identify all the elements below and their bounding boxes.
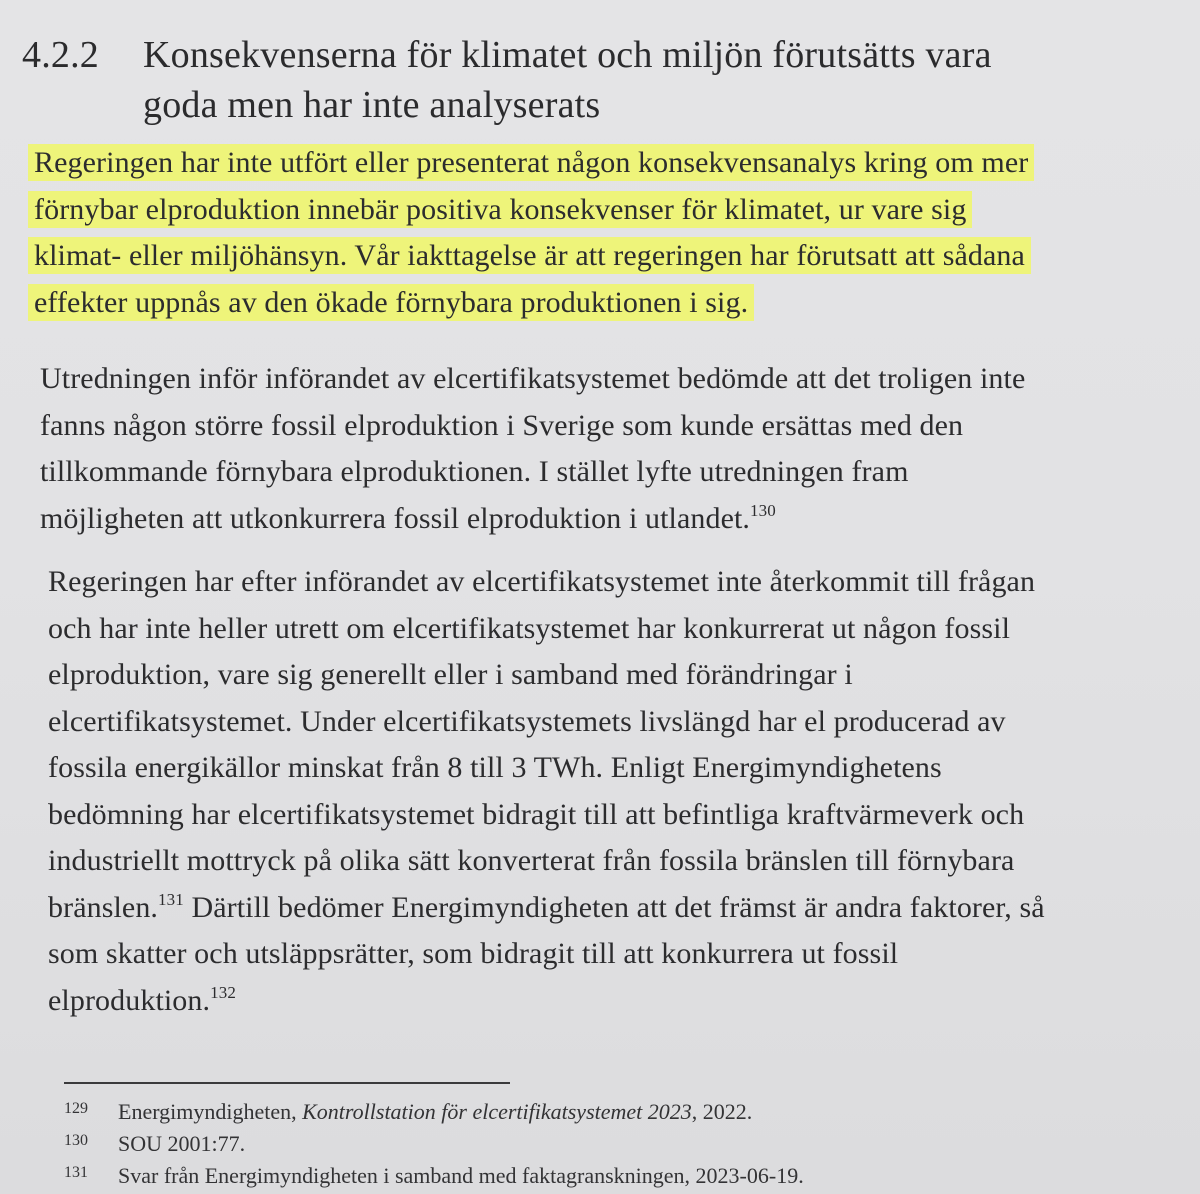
highlighted-text-line: effekter uppnås av den ökade förnybara produktionen i sig. bbox=[30, 286, 752, 319]
section-title bbox=[143, 30, 1163, 130]
footnote-reference: 130 bbox=[750, 500, 776, 520]
footnote-number: 131 bbox=[64, 1164, 88, 1181]
paragraph-line: Utredningen inför införandet av elcertifikatsystemet bedömde att det troligen inte bbox=[40, 362, 1026, 395]
highlighted-text-line: förnybar elproduktion innebär positiva konsekvenser för klimatet, ur vare sig bbox=[30, 193, 970, 226]
paragraph-line: industriellt mottryck på olika sätt konverterat från fossila bränslen till förnybara bbox=[48, 844, 1015, 877]
highlighted-paragraph bbox=[30, 140, 1190, 326]
section-title-line: goda men har inte analyserats bbox=[143, 84, 601, 126]
body-paragraph-3 bbox=[48, 559, 1168, 1024]
footnote-title: Kontrollstation för elcertifikatsystemet 2023 bbox=[302, 1099, 692, 1124]
paragraph-line: som skatter och utsläppsrätter, som bidragit till att konkurrera ut fossil bbox=[48, 937, 899, 970]
footnote-item bbox=[64, 1160, 1164, 1192]
paragraph-line: bedömning har elcertifikatsystemet bidragit till att befintliga kraftvärmeverk och bbox=[48, 797, 1025, 831]
paragraph-line-end: Därtill bedömer Energimyndigheten att det främst är andra faktorer, så bbox=[183, 890, 1045, 924]
paragraph-line-start: bränslen. bbox=[48, 890, 159, 924]
paragraph-line: fanns någon större fossil elproduktion i Sverige som kunde ersättas med den bbox=[40, 408, 964, 442]
paragraph-line-start: elproduktion. bbox=[48, 983, 211, 1017]
section-number: 4.2.2 bbox=[22, 34, 99, 76]
footnote-author: Energimyndigheten, bbox=[118, 1099, 303, 1124]
paragraph-line: möjligheten att utkonkurrera fossil elproduktion i utlandet. bbox=[40, 501, 751, 535]
footnote-rest: , 2022. bbox=[691, 1099, 753, 1124]
footnote-number: 130 bbox=[64, 1132, 88, 1149]
paragraph-line: Regeringen har efter införandet av elcertifikatsystemet inte återkommit till frågan bbox=[48, 565, 1036, 598]
footnotes-list bbox=[64, 1096, 1164, 1192]
footnote-text: Svar från Energimyndigheten i samband med faktagranskningen, 2023-06-19. bbox=[118, 1163, 804, 1188]
footnote-item bbox=[64, 1096, 1164, 1128]
footnote-text: SOU 2001:77. bbox=[118, 1131, 246, 1156]
highlighted-text-line: klimat- eller miljöhänsyn. Vår iakttagelse är att regeringen har förutsatt att sådana bbox=[30, 239, 1029, 272]
paragraph-line: elproduktion, vare sig generellt eller i samband med förändringar i bbox=[48, 658, 853, 691]
footnote-number: 129 bbox=[64, 1100, 88, 1117]
footnote-text bbox=[118, 1096, 752, 1128]
body-paragraph-2 bbox=[40, 356, 1150, 542]
section-title-line: Konsekvenserna för klimatet och miljön förutsätts vara bbox=[143, 34, 992, 76]
footnote-divider bbox=[64, 1082, 510, 1084]
footnote-reference: 132 bbox=[210, 982, 236, 1002]
footnote-reference: 131 bbox=[158, 889, 184, 909]
paragraph-line: och har inte heller utrett om elcertifikatsystemet har konkurrerat ut någon fossil bbox=[48, 611, 1011, 645]
paragraph-line: tillkommande förnybara elproduktionen. I stället lyfte utredningen fram bbox=[40, 455, 909, 488]
footnote-item bbox=[64, 1128, 1164, 1160]
paragraph-line: fossila energikällor minskat från 8 till 3 TWh. Enligt Energimyndighetens bbox=[48, 751, 942, 784]
highlighted-text-line: Regeringen har inte utfört eller presenterat någon konsekvensanalys kring om mer bbox=[30, 146, 1032, 179]
paragraph-line: elcertifikatsystemet. Under elcertifikatsystemets livslängd har el producerad av bbox=[48, 704, 1006, 738]
